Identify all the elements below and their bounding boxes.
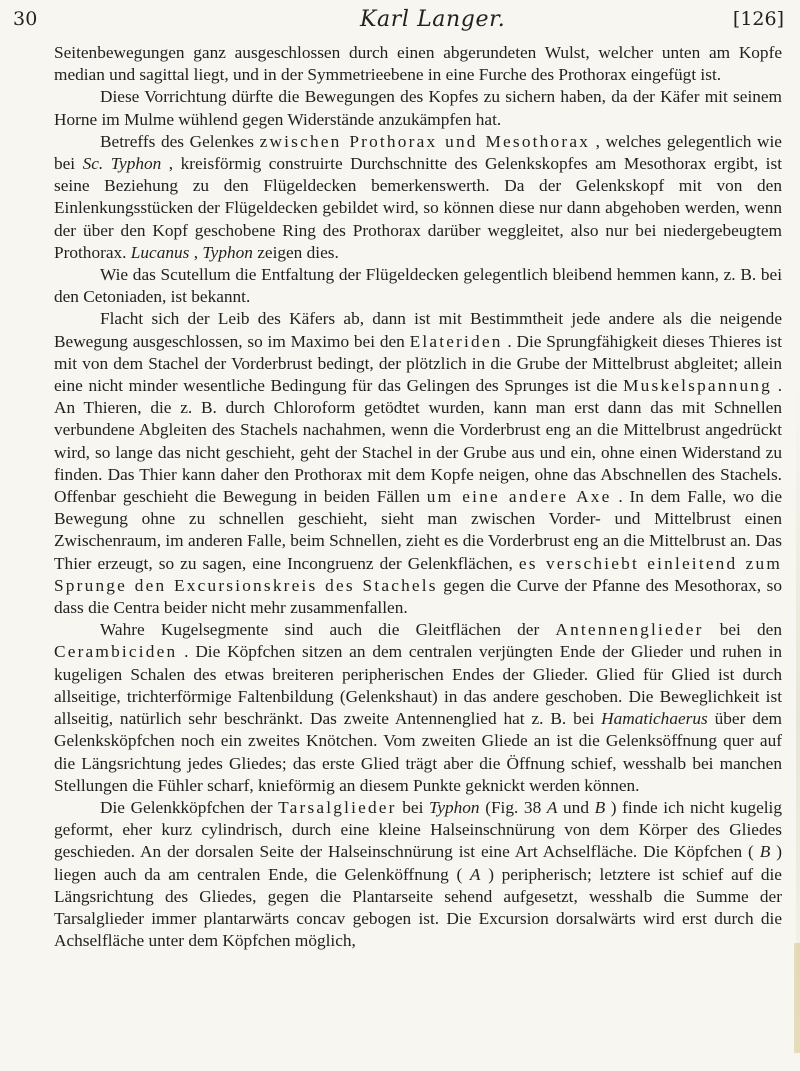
spaced-term: Elateriden	[409, 331, 503, 351]
spaced-term: zwischen Prothorax und Mesothorax	[259, 131, 591, 151]
text-run: Flacht sich der Leib des Käfers ab, dann ist mit Bestimmtheit jede andere als die neigende Bewegung ausgeschlossen, so im Maximo bei den	[54, 309, 782, 351]
text-run: bei den	[719, 620, 782, 640]
page-corner-mark	[794, 943, 800, 1053]
page-header	[0, 6, 800, 34]
text-run: . An Thieren, die z. B. durch Chloroform getödtet wurden, kann man erst dann das mit Schnellen verbundene Abgleiten des Stachels nachahmen, wenn die Vorderbrust eng an die Mittelbrust angedrückt wird, so lange das nicht geschieht, geht der Stachel in der Grube aus und ein, ohne einen Widerstand zu finden. Das Thier kann daher den Prothorax mit dem Kopfe neigen, ohne das Abschnellen des Stachels. Offenbar geschieht die Bewegung in beiden Fällen	[54, 376, 783, 507]
species-name: Hamatichaerus	[601, 709, 708, 729]
text-run: . Die Köpfchen sitzen an dem centralen verjüngten Ende der Glieder und ruhen in kugeligen Schalen des etwas breiteren peripherischen Endes der Glieder. Glied für Glied ist durch allseitige, trichterförmige Faltenbildung (Gelenkshaut) in das andere geschoben. Die Beweglichkeit ist allseitig, natürlich sehr beschränkt. Das zweite Antennenglied hat z. B. bei	[54, 642, 782, 729]
text-run: zeigen dies.	[257, 242, 339, 262]
text-run: Wie das Scutellum die Entfaltung der Flügeldecken gelegentlich bleibend hemmen kann, z. B. bei den Cetoniaden, ist bekannt.	[54, 265, 782, 307]
species-name: Typhon	[202, 242, 253, 262]
paragraph	[54, 42, 782, 86]
paragraph	[54, 264, 782, 308]
paragraph	[54, 308, 782, 619]
species-name: Sc. Typhon	[82, 154, 162, 174]
text-run: (Fig. 38	[485, 797, 547, 817]
text-run: Wahre Kugelsegmente sind auch die Gleitflächen der	[100, 620, 556, 640]
species-name: Typhon	[429, 797, 480, 817]
spaced-term: Cerambiciden	[54, 642, 178, 662]
text-run: Betreffs des Gelenkes	[100, 131, 260, 151]
text-run: und	[563, 797, 595, 817]
text-run: über dem Gelenksköpfchen noch ein zweites Knötchen. Vom zweiten Gliede an ist die Gelenksöffnung quer auf die Längsrichtung jedes Gliedes; das erste Glied trägt aber die Öffnung schief, wesshalb bei manchen Stellungen die Fühler scharf, knieförmig an diesem Punkte geknickt werden können.	[54, 709, 783, 795]
text-run: Seitenbewegungen ganz ausgeschlossen durch einen abgerundeten Wulst, welcher unten am Kopfe median und sagittal liegt, und in der Symmetrieebene in eine Furche des Prothorax eingefügt ist.	[54, 43, 782, 85]
spaced-term: Tarsalglieder	[278, 797, 397, 817]
spaced-term: Muskelspannung	[623, 376, 772, 396]
text-run: . Die Sprungfähigkeit dieses Thieres ist mit von dem Stachel der Vorderbrust bedingt, der plötzlich in die Grube der Mittelbrust abgleitet; allein eine nicht minder wesentliche Bedingung für das Gelingen des Sprunges ist die	[54, 331, 782, 396]
spaced-term: um eine andere Axe	[426, 487, 612, 507]
paragraph	[54, 86, 782, 130]
section-number: [126]	[732, 8, 784, 30]
figure-label: A	[469, 864, 481, 884]
running-head: Karl Langer.	[360, 7, 506, 32]
text-run: bei	[402, 797, 429, 817]
body-text	[54, 42, 782, 952]
text-run: Diese Vorrichtung dürfte die Bewegungen des Kopfes zu sichern haben, da der Käfer mit seinem Horne im Mulme wühlend gegen Widerstände anzukämpfen hat.	[54, 87, 782, 129]
text-run: . In dem Falle, wo die Bewegung ohne zu schnellen geschieht, sieht man zwischen Vorder- und Mittelbrust einen Zwischenraum, im anderen Falle, beim Schnellen, zieht es die Vorderbrust eng an die Mittelbrust an. Das Thier erzeugt, so zu sagen, eine Incongruenz der Gelenkflächen,	[54, 487, 783, 573]
figure-label: B	[594, 797, 606, 817]
text-run: ,	[193, 242, 203, 262]
paragraph	[54, 131, 782, 264]
spaced-term: Antennenglieder	[555, 620, 704, 640]
text-run: gegen die Curve der Pfanne des Mesothorax, so dass die Centra beider nicht mehr zusammenfallen.	[54, 575, 782, 618]
figure-label: B	[759, 842, 771, 862]
text-run: ) liegen auch da am centralen Ende, die Gelenköffnung (	[54, 842, 782, 884]
page-number: 30	[13, 8, 38, 30]
paragraph	[54, 797, 782, 952]
text-run: ) peripherisch; letztere ist schief auf die Längsrichtung des Gliedes, gegen die Plantarseite sehend aufgesetzt, wesshalb die Summe der Tarsalglieder immer plantarwärts concav gebogen ist. Die Excursion dorsalwärts wird erst durch die Achselfläche unter dem Köpfchen möglich,	[54, 864, 782, 951]
paragraph	[54, 619, 782, 797]
text-run: Die Gelenkköpfchen der	[100, 797, 279, 817]
figure-label: A	[546, 797, 558, 817]
species-name: Lucanus	[130, 242, 190, 262]
text-run: , kreisförmig construirte Durchschnitte des Gelenkskopfes am Mesothorax ergibt, ist seine Beziehung zu den Flügeldecken bemerkenswerth. Da der Gelenkskopf mit von den Einlenkungsstücken der Flügeldecken gebildet wird, so können diese nur dann abgehoben werden, wenn der über den Kopf geschobene Ring des Prothorax darüber weggleitet, also nur bei niedergebeugtem Prothorax.	[54, 154, 783, 262]
spaced-term: es verschiebt einleitend zum Sprunge den Excursionskreis des Stachels	[54, 553, 782, 595]
text-run: ) finde ich nicht kugelig geformt, eher kurz cylindrisch, durch eine kleine Halseinschnürung von dem Körper des Gliedes geschieden. An der dorsalen Seite der Halseinschnürung ist eine Art Achselfläche. Die Köpfchen (	[54, 797, 782, 862]
text-run: , welches gelegentlich wie bei	[54, 131, 782, 174]
